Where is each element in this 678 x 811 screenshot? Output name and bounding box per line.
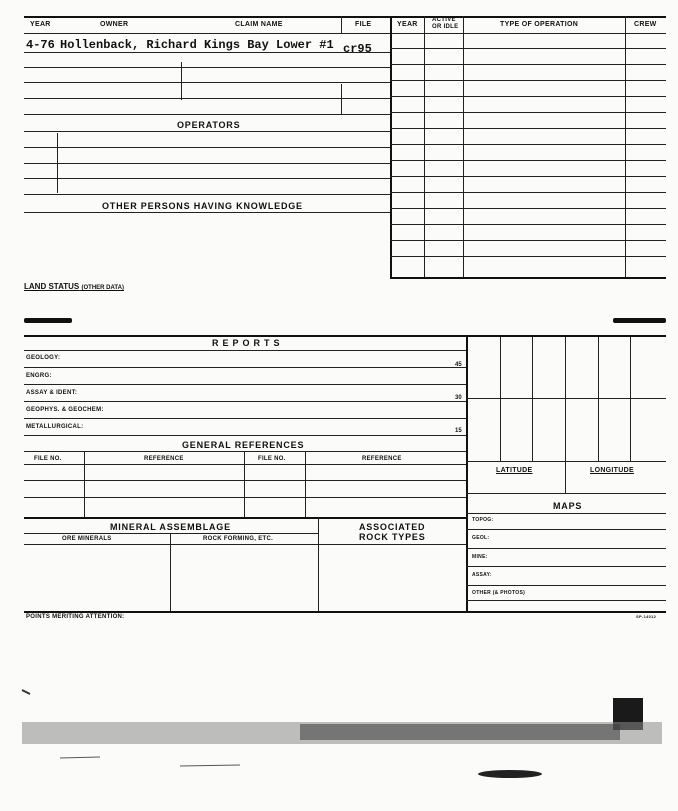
maps-assay-label: ASSAY: [472,572,492,578]
operators-heading: OPERATORS [177,120,241,130]
ref-reference-1: REFERENCE [144,456,184,462]
scan-noise-band-dark [300,724,620,740]
entry-year: 4-76 [26,38,55,52]
general-references-heading: GENERAL REFERENCES [182,440,305,450]
form-code: SP-14012 [636,614,657,619]
header-type-of-operation: TYPE OF OPERATION [500,21,579,28]
ref-file-no-2: FILE NO. [258,456,286,462]
entry-owner-claim: Hollenback, Richard Kings Bay Lower #1 [60,38,334,52]
points-meriting-attention: POINTS MERITING ATTENTION: [26,614,125,620]
maps-topog-label: TOPOG: [472,517,494,523]
mineral-assemblage-heading: MINERAL ASSEMBLAGE [110,522,231,532]
header-active: ACTIVE [432,17,456,23]
report-number-30: 30 [455,395,462,401]
metallurgical-label: METALLURGICAL: [26,424,84,430]
ore-minerals-label: ORE MINERALS [62,536,112,542]
maps-geol-label: GEOL: [472,535,490,541]
maps-heading: MAPS [553,501,583,511]
header-file: FILE [355,21,372,28]
scan-smudge-right [613,318,666,323]
geophys-label: GEOPHYS. & GEOCHEM: [26,407,104,413]
scan-noise-stroke [22,690,30,694]
scan-smudge-left [24,318,72,323]
maps-mine-label: MINE: [472,554,488,560]
rock-forming-label: ROCK FORMING, ETC. [203,536,274,542]
other-persons-heading: OTHER PERSONS HAVING KNOWLEDGE [102,201,303,211]
scan-noise-stroke [60,757,240,766]
latitude-label: LATITUDE [496,467,533,474]
land-status-subtitle: (OTHER DATA) [81,285,124,291]
header-claim-name: CLAIM NAME [235,21,283,28]
report-number-15: 15 [455,428,462,434]
longitude-label: LONGITUDE [590,467,634,474]
associated-heading: ASSOCIATED [359,522,426,532]
report-number-45: 45 [455,362,462,368]
land-status-title: LAND STATUS [24,282,80,291]
entry-file: cr95 [343,42,372,56]
header-owner: OWNER [100,21,129,28]
ref-reference-2: REFERENCE [362,456,402,462]
engrg-label: ENGRG: [26,373,52,379]
header-year-2: YEAR [397,21,418,28]
reports-heading: REPORTS [212,338,284,348]
scan-noise-smear [478,770,542,778]
header-crew: CREW [634,21,657,28]
ref-file-no-1: FILE NO. [34,456,62,462]
header-or-idle: OR IDLE [432,24,459,30]
geology-label: GEOLOGY: [26,355,61,361]
rock-types-heading: ROCK TYPES [359,532,426,542]
header-year: YEAR [30,21,51,28]
maps-other-label: OTHER (& PHOTOS) [472,590,526,596]
assay-label: ASSAY & IDENT: [26,390,78,396]
